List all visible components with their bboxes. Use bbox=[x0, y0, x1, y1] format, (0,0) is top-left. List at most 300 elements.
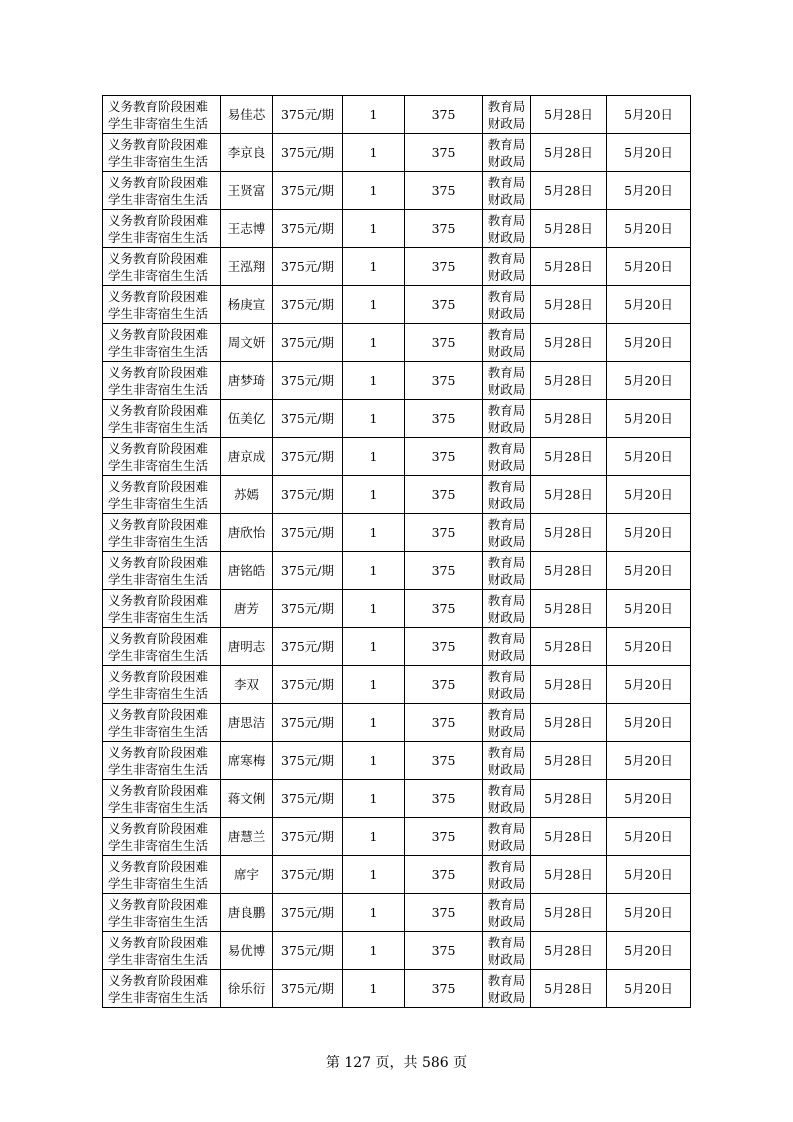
department-line-2: 财政局 bbox=[487, 191, 526, 207]
project-line-1: 义务教育阶段困难 bbox=[108, 554, 209, 570]
table-row bbox=[103, 552, 691, 590]
date-cell-1: 5月28日 bbox=[531, 286, 607, 324]
project-cell bbox=[103, 514, 221, 552]
department-line-1: 教育局 bbox=[487, 668, 526, 684]
department-line-1: 教育局 bbox=[487, 554, 526, 570]
department-line-2: 财政局 bbox=[487, 761, 526, 777]
amount-cell: 375 bbox=[405, 780, 483, 818]
department-line-1: 教育局 bbox=[487, 326, 526, 342]
amount-cell: 375 bbox=[405, 96, 483, 134]
amount-cell: 375 bbox=[405, 666, 483, 704]
department-line-1: 教育局 bbox=[487, 212, 526, 228]
student-name-cell: 易优博 bbox=[221, 932, 273, 970]
department-line-2: 财政局 bbox=[487, 533, 526, 549]
count-cell: 1 bbox=[343, 134, 405, 172]
department-line-2: 财政局 bbox=[487, 685, 526, 701]
project-line-1: 义务教育阶段困难 bbox=[108, 136, 209, 152]
table-row bbox=[103, 362, 691, 400]
date-cell-1: 5月28日 bbox=[531, 818, 607, 856]
date-cell-2: 5月20日 bbox=[607, 362, 691, 400]
project-cell bbox=[103, 894, 221, 932]
student-name-cell: 李京良 bbox=[221, 134, 273, 172]
date-cell-2: 5月20日 bbox=[607, 476, 691, 514]
date-cell-2: 5月20日 bbox=[607, 324, 691, 362]
department-cell bbox=[483, 286, 531, 324]
count-cell: 1 bbox=[343, 818, 405, 856]
count-cell: 1 bbox=[343, 324, 405, 362]
department-line-2: 财政局 bbox=[487, 799, 526, 815]
standard-cell: 375元/期 bbox=[273, 818, 343, 856]
count-cell: 1 bbox=[343, 400, 405, 438]
department-line-2: 财政局 bbox=[487, 153, 526, 169]
date-cell-1: 5月28日 bbox=[531, 514, 607, 552]
project-line-1: 义务教育阶段困难 bbox=[108, 744, 209, 760]
project-line-2: 学生非寄宿生生活 bbox=[108, 495, 209, 511]
student-name-cell: 唐梦琦 bbox=[221, 362, 273, 400]
count-cell: 1 bbox=[343, 628, 405, 666]
table-row bbox=[103, 514, 691, 552]
department-line-1: 教育局 bbox=[487, 516, 526, 532]
date-cell-1: 5月28日 bbox=[531, 362, 607, 400]
project-line-2: 学生非寄宿生生活 bbox=[108, 305, 209, 321]
department-line-2: 财政局 bbox=[487, 267, 526, 283]
count-cell: 1 bbox=[343, 438, 405, 476]
project-cell bbox=[103, 286, 221, 324]
table-row bbox=[103, 248, 691, 286]
department-line-2: 财政局 bbox=[487, 647, 526, 663]
count-cell: 1 bbox=[343, 514, 405, 552]
date-cell-1: 5月28日 bbox=[531, 134, 607, 172]
table-row bbox=[103, 704, 691, 742]
project-line-1: 义务教育阶段困难 bbox=[108, 896, 209, 912]
department-line-1: 教育局 bbox=[487, 744, 526, 760]
department-line-1: 教育局 bbox=[487, 934, 526, 950]
count-cell: 1 bbox=[343, 894, 405, 932]
amount-cell: 375 bbox=[405, 590, 483, 628]
count-cell: 1 bbox=[343, 286, 405, 324]
department-cell bbox=[483, 210, 531, 248]
amount-cell: 375 bbox=[405, 362, 483, 400]
date-cell-2: 5月20日 bbox=[607, 780, 691, 818]
date-cell-2: 5月20日 bbox=[607, 856, 691, 894]
department-line-1: 教育局 bbox=[487, 402, 526, 418]
date-cell-2: 5月20日 bbox=[607, 400, 691, 438]
student-name-cell: 蒋文俐 bbox=[221, 780, 273, 818]
department-cell bbox=[483, 96, 531, 134]
project-line-2: 学生非寄宿生生活 bbox=[108, 115, 209, 131]
date-cell-2: 5月20日 bbox=[607, 286, 691, 324]
department-cell bbox=[483, 476, 531, 514]
table-row bbox=[103, 818, 691, 856]
project-line-2: 学生非寄宿生生活 bbox=[108, 381, 209, 397]
date-cell-2: 5月20日 bbox=[607, 590, 691, 628]
amount-cell: 375 bbox=[405, 932, 483, 970]
student-name-cell: 李双 bbox=[221, 666, 273, 704]
date-cell-1: 5月28日 bbox=[531, 932, 607, 970]
count-cell: 1 bbox=[343, 476, 405, 514]
project-cell bbox=[103, 628, 221, 666]
standard-cell: 375元/期 bbox=[273, 286, 343, 324]
date-cell-1: 5月28日 bbox=[531, 628, 607, 666]
standard-cell: 375元/期 bbox=[273, 172, 343, 210]
date-cell-2: 5月20日 bbox=[607, 172, 691, 210]
project-line-1: 义务教育阶段困难 bbox=[108, 402, 209, 418]
amount-cell: 375 bbox=[405, 476, 483, 514]
date-cell-2: 5月20日 bbox=[607, 438, 691, 476]
table-row bbox=[103, 856, 691, 894]
standard-cell: 375元/期 bbox=[273, 894, 343, 932]
department-cell bbox=[483, 400, 531, 438]
department-line-1: 教育局 bbox=[487, 478, 526, 494]
amount-cell: 375 bbox=[405, 438, 483, 476]
project-line-2: 学生非寄宿生生活 bbox=[108, 913, 209, 929]
student-name-cell: 唐欣怡 bbox=[221, 514, 273, 552]
date-cell-2: 5月20日 bbox=[607, 894, 691, 932]
project-line-2: 学生非寄宿生生活 bbox=[108, 951, 209, 967]
department-line-2: 财政局 bbox=[487, 305, 526, 321]
student-name-cell: 易佳芯 bbox=[221, 96, 273, 134]
table-row bbox=[103, 210, 691, 248]
amount-cell: 375 bbox=[405, 248, 483, 286]
department-line-2: 财政局 bbox=[487, 229, 526, 245]
department-line-2: 财政局 bbox=[487, 989, 526, 1005]
department-cell bbox=[483, 514, 531, 552]
department-cell bbox=[483, 818, 531, 856]
department-line-2: 财政局 bbox=[487, 913, 526, 929]
amount-cell: 375 bbox=[405, 134, 483, 172]
student-name-cell: 王泓翔 bbox=[221, 248, 273, 286]
table-row bbox=[103, 96, 691, 134]
project-line-2: 学生非寄宿生生活 bbox=[108, 571, 209, 587]
page-number-footer: 第 127 页，共 586 页 bbox=[325, 1055, 468, 1071]
department-cell bbox=[483, 666, 531, 704]
standard-cell: 375元/期 bbox=[273, 780, 343, 818]
student-name-cell: 唐铭皓 bbox=[221, 552, 273, 590]
date-cell-2: 5月20日 bbox=[607, 210, 691, 248]
count-cell: 1 bbox=[343, 932, 405, 970]
project-line-1: 义务教育阶段困难 bbox=[108, 782, 209, 798]
student-name-cell: 伍美亿 bbox=[221, 400, 273, 438]
project-line-2: 学生非寄宿生生活 bbox=[108, 837, 209, 853]
project-cell bbox=[103, 400, 221, 438]
date-cell-1: 5月28日 bbox=[531, 666, 607, 704]
department-cell bbox=[483, 438, 531, 476]
project-line-1: 义务教育阶段困难 bbox=[108, 326, 209, 342]
project-cell bbox=[103, 476, 221, 514]
project-cell bbox=[103, 932, 221, 970]
project-line-1: 义务教育阶段困难 bbox=[108, 212, 209, 228]
department-line-2: 财政局 bbox=[487, 419, 526, 435]
date-cell-2: 5月20日 bbox=[607, 552, 691, 590]
date-cell-1: 5月28日 bbox=[531, 742, 607, 780]
standard-cell: 375元/期 bbox=[273, 704, 343, 742]
date-cell-2: 5月20日 bbox=[607, 818, 691, 856]
department-line-2: 财政局 bbox=[487, 875, 526, 891]
amount-cell: 375 bbox=[405, 970, 483, 1008]
student-name-cell: 席宇 bbox=[221, 856, 273, 894]
project-line-2: 学生非寄宿生生活 bbox=[108, 723, 209, 739]
department-line-1: 教育局 bbox=[487, 592, 526, 608]
standard-cell: 375元/期 bbox=[273, 590, 343, 628]
project-cell bbox=[103, 210, 221, 248]
date-cell-2: 5月20日 bbox=[607, 932, 691, 970]
project-cell bbox=[103, 362, 221, 400]
amount-cell: 375 bbox=[405, 172, 483, 210]
project-cell bbox=[103, 970, 221, 1008]
standard-cell: 375元/期 bbox=[273, 438, 343, 476]
project-cell bbox=[103, 590, 221, 628]
project-cell bbox=[103, 134, 221, 172]
project-line-1: 义务教育阶段困难 bbox=[108, 516, 209, 532]
standard-cell: 375元/期 bbox=[273, 96, 343, 134]
project-line-2: 学生非寄宿生生活 bbox=[108, 799, 209, 815]
project-line-2: 学生非寄宿生生活 bbox=[108, 685, 209, 701]
amount-cell: 375 bbox=[405, 324, 483, 362]
department-cell bbox=[483, 324, 531, 362]
project-line-2: 学生非寄宿生生活 bbox=[108, 153, 209, 169]
project-line-2: 学生非寄宿生生活 bbox=[108, 609, 209, 625]
student-name-cell: 徐乐衍 bbox=[221, 970, 273, 1008]
date-cell-1: 5月28日 bbox=[531, 210, 607, 248]
standard-cell: 375元/期 bbox=[273, 134, 343, 172]
count-cell: 1 bbox=[343, 96, 405, 134]
standard-cell: 375元/期 bbox=[273, 628, 343, 666]
count-cell: 1 bbox=[343, 552, 405, 590]
table-row bbox=[103, 780, 691, 818]
project-line-1: 义务教育阶段困难 bbox=[108, 972, 209, 988]
project-line-2: 学生非寄宿生生活 bbox=[108, 457, 209, 473]
table-row bbox=[103, 628, 691, 666]
project-line-2: 学生非寄宿生生活 bbox=[108, 343, 209, 359]
department-cell bbox=[483, 628, 531, 666]
date-cell-1: 5月28日 bbox=[531, 324, 607, 362]
date-cell-1: 5月28日 bbox=[531, 96, 607, 134]
count-cell: 1 bbox=[343, 856, 405, 894]
project-line-1: 义务教育阶段困难 bbox=[108, 858, 209, 874]
department-line-1: 教育局 bbox=[487, 706, 526, 722]
student-name-cell: 杨庚宣 bbox=[221, 286, 273, 324]
project-cell bbox=[103, 856, 221, 894]
date-cell-1: 5月28日 bbox=[531, 970, 607, 1008]
standard-cell: 375元/期 bbox=[273, 210, 343, 248]
date-cell-1: 5月28日 bbox=[531, 172, 607, 210]
department-line-1: 教育局 bbox=[487, 820, 526, 836]
department-line-1: 教育局 bbox=[487, 250, 526, 266]
amount-cell: 375 bbox=[405, 818, 483, 856]
amount-cell: 375 bbox=[405, 514, 483, 552]
department-line-2: 财政局 bbox=[487, 495, 526, 511]
table-row bbox=[103, 438, 691, 476]
amount-cell: 375 bbox=[405, 400, 483, 438]
department-line-1: 教育局 bbox=[487, 288, 526, 304]
department-cell bbox=[483, 134, 531, 172]
project-line-2: 学生非寄宿生生活 bbox=[108, 533, 209, 549]
standard-cell: 375元/期 bbox=[273, 514, 343, 552]
student-name-cell: 唐明志 bbox=[221, 628, 273, 666]
date-cell-1: 5月28日 bbox=[531, 894, 607, 932]
department-cell bbox=[483, 894, 531, 932]
department-line-2: 财政局 bbox=[487, 837, 526, 853]
count-cell: 1 bbox=[343, 172, 405, 210]
date-cell-1: 5月28日 bbox=[531, 248, 607, 286]
project-line-2: 学生非寄宿生生活 bbox=[108, 989, 209, 1005]
table-row bbox=[103, 666, 691, 704]
standard-cell: 375元/期 bbox=[273, 932, 343, 970]
table-row bbox=[103, 932, 691, 970]
project-line-1: 义务教育阶段困难 bbox=[108, 98, 209, 114]
department-line-2: 财政局 bbox=[487, 457, 526, 473]
standard-cell: 375元/期 bbox=[273, 324, 343, 362]
department-line-2: 财政局 bbox=[487, 343, 526, 359]
date-cell-2: 5月20日 bbox=[607, 666, 691, 704]
project-line-1: 义务教育阶段困难 bbox=[108, 174, 209, 190]
standard-cell: 375元/期 bbox=[273, 400, 343, 438]
department-cell bbox=[483, 552, 531, 590]
project-line-2: 学生非寄宿生生活 bbox=[108, 875, 209, 891]
date-cell-1: 5月28日 bbox=[531, 438, 607, 476]
table-row bbox=[103, 590, 691, 628]
standard-cell: 375元/期 bbox=[273, 248, 343, 286]
student-name-cell: 王志博 bbox=[221, 210, 273, 248]
department-cell bbox=[483, 248, 531, 286]
table-row bbox=[103, 286, 691, 324]
amount-cell: 375 bbox=[405, 286, 483, 324]
department-line-1: 教育局 bbox=[487, 136, 526, 152]
count-cell: 1 bbox=[343, 362, 405, 400]
department-cell bbox=[483, 856, 531, 894]
student-name-cell: 唐慧兰 bbox=[221, 818, 273, 856]
count-cell: 1 bbox=[343, 248, 405, 286]
date-cell-1: 5月28日 bbox=[531, 400, 607, 438]
department-cell bbox=[483, 742, 531, 780]
table-row bbox=[103, 324, 691, 362]
standard-cell: 375元/期 bbox=[273, 970, 343, 1008]
project-cell bbox=[103, 172, 221, 210]
department-line-1: 教育局 bbox=[487, 972, 526, 988]
table-row bbox=[103, 172, 691, 210]
amount-cell: 375 bbox=[405, 552, 483, 590]
project-line-2: 学生非寄宿生生活 bbox=[108, 229, 209, 245]
department-cell bbox=[483, 362, 531, 400]
count-cell: 1 bbox=[343, 780, 405, 818]
project-cell bbox=[103, 552, 221, 590]
department-line-1: 教育局 bbox=[487, 630, 526, 646]
amount-cell: 375 bbox=[405, 742, 483, 780]
student-name-cell: 周文妍 bbox=[221, 324, 273, 362]
student-name-cell: 唐京成 bbox=[221, 438, 273, 476]
project-line-1: 义务教育阶段困难 bbox=[108, 478, 209, 494]
amount-cell: 375 bbox=[405, 704, 483, 742]
standard-cell: 375元/期 bbox=[273, 476, 343, 514]
project-cell bbox=[103, 818, 221, 856]
student-name-cell: 席寒梅 bbox=[221, 742, 273, 780]
amount-cell: 375 bbox=[405, 894, 483, 932]
department-line-2: 财政局 bbox=[487, 951, 526, 967]
table-body bbox=[103, 96, 691, 1008]
project-line-2: 学生非寄宿生生活 bbox=[108, 647, 209, 663]
count-cell: 1 bbox=[343, 970, 405, 1008]
project-line-1: 义务教育阶段困难 bbox=[108, 668, 209, 684]
date-cell-1: 5月28日 bbox=[531, 856, 607, 894]
count-cell: 1 bbox=[343, 210, 405, 248]
department-line-1: 教育局 bbox=[487, 364, 526, 380]
date-cell-1: 5月28日 bbox=[531, 780, 607, 818]
department-line-1: 教育局 bbox=[487, 98, 526, 114]
project-line-1: 义务教育阶段困难 bbox=[108, 250, 209, 266]
department-line-1: 教育局 bbox=[487, 440, 526, 456]
standard-cell: 375元/期 bbox=[273, 666, 343, 704]
date-cell-1: 5月28日 bbox=[531, 476, 607, 514]
date-cell-2: 5月20日 bbox=[607, 704, 691, 742]
date-cell-2: 5月20日 bbox=[607, 248, 691, 286]
department-line-1: 教育局 bbox=[487, 858, 526, 874]
date-cell-1: 5月28日 bbox=[531, 704, 607, 742]
project-line-1: 义务教育阶段困难 bbox=[108, 706, 209, 722]
table-row bbox=[103, 742, 691, 780]
date-cell-2: 5月20日 bbox=[607, 134, 691, 172]
count-cell: 1 bbox=[343, 742, 405, 780]
standard-cell: 375元/期 bbox=[273, 362, 343, 400]
project-line-1: 义务教育阶段困难 bbox=[108, 934, 209, 950]
table-row bbox=[103, 476, 691, 514]
project-line-1: 义务教育阶段困难 bbox=[108, 440, 209, 456]
student-name-cell: 唐思洁 bbox=[221, 704, 273, 742]
table-row bbox=[103, 970, 691, 1008]
department-line-1: 教育局 bbox=[487, 174, 526, 190]
project-cell bbox=[103, 742, 221, 780]
student-name-cell: 唐良鹏 bbox=[221, 894, 273, 932]
department-line-2: 财政局 bbox=[487, 115, 526, 131]
project-cell bbox=[103, 666, 221, 704]
project-cell bbox=[103, 248, 221, 286]
standard-cell: 375元/期 bbox=[273, 742, 343, 780]
project-line-2: 学生非寄宿生生活 bbox=[108, 419, 209, 435]
project-cell bbox=[103, 324, 221, 362]
department-line-2: 财政局 bbox=[487, 571, 526, 587]
date-cell-2: 5月20日 bbox=[607, 514, 691, 552]
department-line-2: 财政局 bbox=[487, 381, 526, 397]
project-cell bbox=[103, 438, 221, 476]
department-cell bbox=[483, 172, 531, 210]
date-cell-1: 5月28日 bbox=[531, 552, 607, 590]
department-cell bbox=[483, 932, 531, 970]
department-line-1: 教育局 bbox=[487, 896, 526, 912]
amount-cell: 375 bbox=[405, 856, 483, 894]
department-cell bbox=[483, 704, 531, 742]
department-line-1: 教育局 bbox=[487, 782, 526, 798]
date-cell-2: 5月20日 bbox=[607, 742, 691, 780]
project-line-1: 义务教育阶段困难 bbox=[108, 364, 209, 380]
department-line-2: 财政局 bbox=[487, 723, 526, 739]
project-line-2: 学生非寄宿生生活 bbox=[108, 761, 209, 777]
project-line-2: 学生非寄宿生生活 bbox=[108, 267, 209, 283]
project-cell bbox=[103, 704, 221, 742]
department-cell bbox=[483, 590, 531, 628]
amount-cell: 375 bbox=[405, 210, 483, 248]
department-cell bbox=[483, 780, 531, 818]
table-row bbox=[103, 894, 691, 932]
standard-cell: 375元/期 bbox=[273, 856, 343, 894]
date-cell-1: 5月28日 bbox=[531, 590, 607, 628]
project-line-1: 义务教育阶段困难 bbox=[108, 592, 209, 608]
date-cell-2: 5月20日 bbox=[607, 96, 691, 134]
project-line-1: 义务教育阶段困难 bbox=[108, 288, 209, 304]
department-line-2: 财政局 bbox=[487, 609, 526, 625]
project-line-1: 义务教育阶段困难 bbox=[108, 630, 209, 646]
department-cell bbox=[483, 970, 531, 1008]
date-cell-2: 5月20日 bbox=[607, 970, 691, 1008]
student-name-cell: 苏嫣 bbox=[221, 476, 273, 514]
